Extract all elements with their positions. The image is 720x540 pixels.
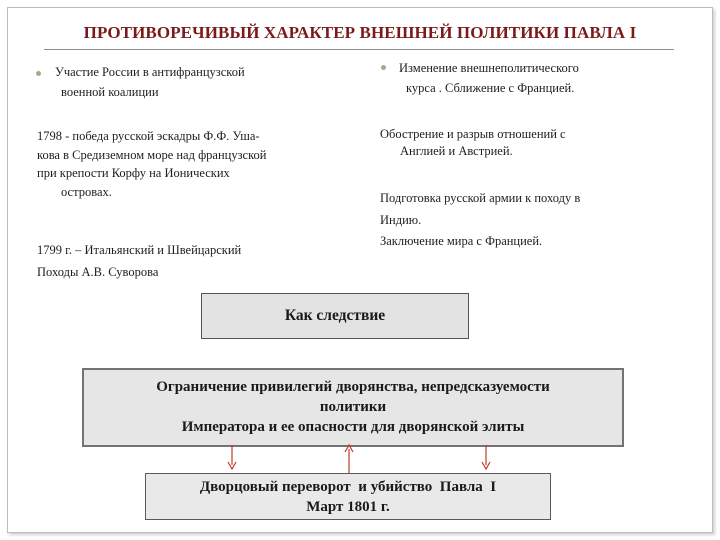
left-item-coalition xyxy=(55,64,245,101)
text-line: Март 1801 г. xyxy=(306,499,390,515)
left-item-suvorov xyxy=(37,239,241,283)
coup-box xyxy=(145,473,551,520)
arrow-up-icon xyxy=(343,443,355,473)
text-line: кова в Средиземном море над французской xyxy=(37,147,267,162)
right-item-india xyxy=(380,187,580,231)
text-line: Дворцовый переворот и убийство Павла I xyxy=(199,479,497,495)
bullet-icon xyxy=(381,65,386,70)
left-item-corfu xyxy=(37,127,266,201)
text-line: Англией и Австрией. xyxy=(400,144,513,158)
consequence-label: Как следствие xyxy=(284,307,386,324)
arrow-down-icon xyxy=(480,445,492,473)
text-line: Заключение мира с Францией. xyxy=(380,234,543,248)
text-line: Индию. xyxy=(380,213,422,227)
consequence-box xyxy=(201,293,469,339)
limitation-box xyxy=(82,368,624,447)
right-item-rupture xyxy=(380,126,566,160)
text-line: Ограничение привилегий дворянства, непредсказуемости xyxy=(156,379,550,395)
text-line: 1799 г. – Итальянский и Швейцарский xyxy=(37,243,242,257)
text-line: 1798 - победа русской эскадры Ф.Ф. Уша- xyxy=(37,129,260,143)
text-line: при крепости Корфу на Ионических xyxy=(37,166,230,180)
slide-title: ПРОТИВОРЕЧИВЫЙ ХАРАКТЕР ВНЕШНЕЙ ПОЛИТИКИ ПАВЛА I xyxy=(83,23,637,42)
right-item-peace xyxy=(380,233,542,250)
bullet-icon xyxy=(36,71,41,76)
text-line: военной коалиции xyxy=(61,85,159,99)
text-line: Обострение и разрыв отношений с xyxy=(380,127,566,141)
text-line: политики xyxy=(319,399,387,415)
title-underline xyxy=(44,49,674,50)
text-line: островах. xyxy=(61,184,112,199)
text-line: Походы А.В. Суворова xyxy=(37,265,159,279)
text-line: Императора и ее опасности для дворянской элиты xyxy=(181,419,525,435)
text-line: Участие России в антифранцузской xyxy=(55,65,245,79)
text-line: Изменение внешнеполитического xyxy=(399,61,579,75)
arrow-down-icon xyxy=(226,445,238,473)
right-item-course-change xyxy=(399,58,579,98)
text-line: курса . Сближение с Францией. xyxy=(406,81,575,95)
text-line: Подготовка русской армии к походу в xyxy=(380,191,581,205)
